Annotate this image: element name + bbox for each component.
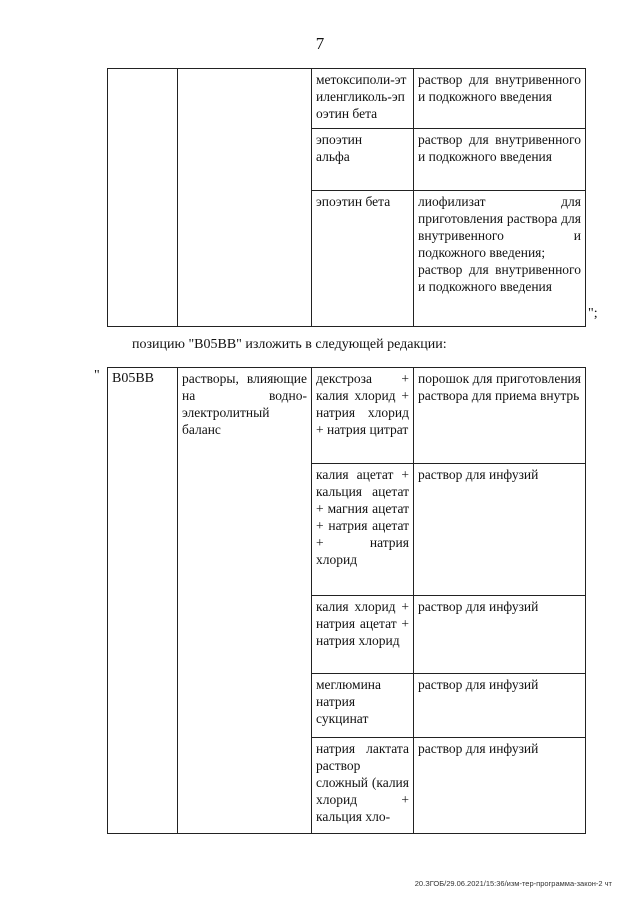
drug-name-cell: калия ацетат + кальция ацетат + магния ацетат + натрия ацетат + натрия хлорид [312,464,414,596]
instruction-text: позицию "B05BB" изложить в следующей редакции: [132,337,447,352]
drug-name-cell: эпоэтин бета [312,191,414,327]
dosage-form-cell [414,191,586,327]
dosage-form-cell: порошок для приготовления раствора для приема внутрь [414,368,586,464]
page-number: 7 [315,34,325,53]
drug-name-cell: метоксиполи-этиленгликоль-эпоэтин бета [312,69,414,129]
dosage-form-cell: раствор для инфузий [414,596,586,674]
drug-name-cell: декстроза + калия хлорид + натрия хлорид + натрия цитрат [312,368,414,464]
drug-name-cell: эпоэтин альфа [312,129,414,191]
dosage-form-line: лиофилизат для приготовления раствора для внутривенного и подкожного введения; [418,194,581,260]
drug-name-cell: калия хлорид + натрия ацетат + натрия хлорид [312,596,414,674]
group-cell [178,69,312,327]
dosage-form-cell: раствор для внутривенного и подкожного введения [414,129,586,191]
drug-name-cell: меглюмина натрия сукцинат [312,674,414,738]
code-cell: B05BB [108,368,178,834]
table-row [108,69,586,129]
code-cell [108,69,178,327]
drug-name-cell: натрия лактата раствор сложный (калия хлорид + кальция хло- [312,738,414,834]
closing-quote: "; [588,306,598,321]
opening-quote: " [94,368,100,383]
dosage-form-line: раствор для внутривенного и подкожного введения [418,262,581,294]
group-cell: растворы, влияющие на водно-электролитный баланс [178,368,312,834]
dosage-form-cell: раствор для инфузий [414,464,586,596]
drug-table-continued [107,68,586,327]
document-footer: 20.ЗГОБ/29.06.2021/15:36/изм-тер-программа-закон-2 чт [414,879,612,888]
table-row [108,368,586,464]
drug-table-b05bb [107,367,586,834]
dosage-form-cell: раствор для инфузий [414,674,586,738]
dosage-form-cell: раствор для инфузий [414,738,586,834]
dosage-form-cell: раствор для внутривенного и подкожного введения [414,69,586,129]
